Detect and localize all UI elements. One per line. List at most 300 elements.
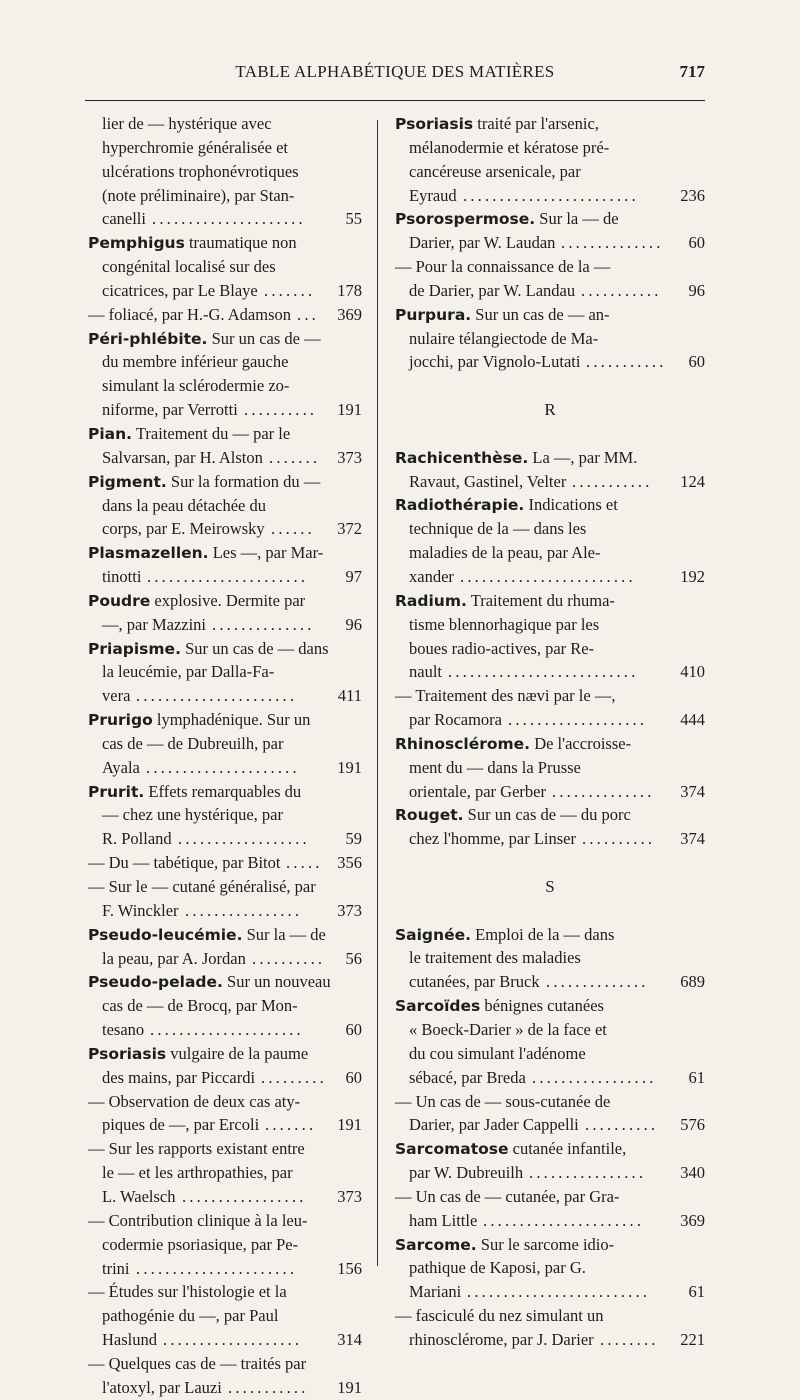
entry-text: Sur un cas de — an-	[471, 304, 610, 324]
page-reference: 444	[680, 710, 705, 730]
leader-dots: ..............	[561, 233, 664, 253]
page-reference: 689	[680, 972, 705, 992]
leader-dots: ..........................	[448, 662, 639, 682]
leader-dots: .....................	[150, 1020, 304, 1040]
index-line	[88, 160, 362, 184]
index-line	[88, 231, 362, 255]
index-line	[395, 493, 705, 517]
entry-text: Sur la formation du —	[166, 471, 321, 491]
index-line	[88, 279, 362, 303]
index-line	[395, 946, 705, 970]
page-reference: 191	[337, 757, 362, 777]
entry-text: boues radio-actives, par Re-	[409, 638, 595, 658]
index-line	[395, 207, 705, 231]
index-line	[88, 350, 362, 374]
leader-dots: ...................	[508, 710, 648, 730]
index-line	[88, 1066, 362, 1090]
entry-text: Traitement du — par le	[132, 423, 291, 443]
index-line	[88, 541, 362, 565]
index-line	[88, 875, 362, 899]
leader-dots: ......................	[147, 567, 309, 587]
index-line	[395, 637, 705, 661]
leader-dots: ..............	[212, 614, 315, 634]
index-line	[88, 780, 362, 804]
index-line	[88, 398, 362, 422]
entry-text: le — et les arthropathies, par	[102, 1163, 293, 1183]
index-line	[395, 613, 705, 637]
page-reference: 373	[337, 1186, 362, 1206]
column-divider	[377, 120, 378, 1266]
index-line	[88, 446, 362, 470]
page-reference: 314	[337, 1330, 362, 1350]
leader-dots: .....................	[146, 757, 300, 777]
entry-text: tesano	[102, 1020, 145, 1040]
page-reference: 60	[345, 1020, 362, 1040]
page-reference: 372	[337, 519, 362, 539]
leader-dots: ........................	[460, 567, 636, 586]
index-line	[88, 803, 362, 827]
entry-text: — Sur le — cutané généralisé, par	[88, 877, 316, 896]
index-line	[395, 1042, 705, 1066]
index-line	[395, 708, 705, 732]
entry-text: jocchi, par Vignolo-Lutati	[409, 352, 581, 372]
entry-text: Haslund	[102, 1330, 157, 1350]
index-line	[395, 994, 705, 1018]
entry-text: par W. Dubreuilh	[409, 1163, 524, 1183]
page-reference: 56	[345, 948, 362, 968]
entry-text: pathique de Kaposi, par G.	[409, 1258, 586, 1278]
index-line	[395, 756, 705, 780]
index-line	[88, 112, 362, 136]
index-line	[395, 970, 705, 994]
index-column-right	[395, 112, 705, 1352]
leader-dots: ..................	[178, 829, 310, 849]
index-line	[395, 279, 705, 303]
entry-headword: Pigment.	[88, 472, 167, 491]
entry-text: Sur un cas de — dans	[180, 638, 329, 658]
entry-text: — Un cas de — cutanée, par Gra-	[395, 1186, 620, 1206]
entry-text: nault	[409, 662, 442, 682]
index-line	[395, 1066, 705, 1090]
index-line	[395, 160, 705, 184]
index-line	[88, 1352, 362, 1376]
entry-headword: Radiothérapie.	[395, 496, 525, 515]
entry-headword: Prurit.	[88, 782, 145, 801]
index-line	[88, 327, 362, 351]
page-reference: 61	[688, 1282, 705, 1302]
page-reference: 55	[345, 209, 362, 229]
page-reference: 97	[345, 567, 362, 587]
running-header	[85, 60, 705, 90]
section-letter: S	[545, 877, 555, 897]
index-line	[395, 184, 705, 208]
leader-dots: .........................	[467, 1282, 651, 1302]
index-line	[88, 1280, 362, 1304]
entry-text: Darier, par W. Laudan	[409, 233, 556, 253]
leader-dots: .....	[286, 853, 323, 873]
entry-text: — fasciculé du nez simulant un	[395, 1306, 604, 1326]
index-line	[88, 255, 362, 279]
leader-dots: ................	[529, 1163, 647, 1183]
index-line	[88, 637, 362, 661]
page-reference: 236	[680, 185, 705, 205]
index-line	[395, 732, 705, 756]
page-reference: 191	[337, 400, 362, 420]
leader-dots: ...................	[163, 1330, 303, 1350]
index-line	[88, 947, 362, 971]
entry-text: vera	[102, 686, 131, 706]
leader-dots: .....................	[152, 209, 306, 229]
index-line	[395, 1304, 705, 1328]
index-line	[88, 207, 362, 231]
entry-headword: Péri-phlébite.	[88, 329, 208, 348]
page-reference: 374	[680, 829, 705, 849]
index-line	[88, 613, 362, 637]
index-line	[395, 1209, 705, 1233]
entry-text: — Pour la connaissance de la —	[395, 257, 611, 277]
entry-headword: Pseudo-pelade.	[88, 973, 223, 992]
index-line	[88, 899, 362, 923]
entry-text: Sur un cas de —	[207, 328, 321, 348]
index-line	[88, 1304, 362, 1328]
page-reference: 124	[680, 471, 705, 491]
entry-text: cas de — de Brocq, par Mon-	[102, 996, 298, 1016]
leader-dots: ...........	[581, 280, 662, 300]
entry-text: Ravaut, Gastinel, Velter	[409, 471, 567, 491]
page-reference: 411	[337, 686, 362, 706]
entry-text: Mariani	[409, 1282, 462, 1302]
entry-text: — Sur les rapports existant entre	[88, 1139, 305, 1159]
entry-headword: Pemphigus	[88, 234, 185, 253]
entry-text: Eyraud	[409, 185, 457, 205]
index-line	[88, 1328, 362, 1352]
entry-headword: Sarcome.	[395, 1235, 477, 1254]
entry-text: par Rocamora	[409, 710, 502, 730]
index-line	[395, 1137, 705, 1161]
entry-text: Darier, par Jader Cappelli	[409, 1115, 579, 1135]
entry-headword: Radium.	[395, 591, 467, 610]
index-line	[395, 303, 705, 327]
leader-dots: .......	[264, 280, 316, 300]
entry-text: de Darier, par W. Landau	[409, 280, 576, 300]
index-line	[88, 1233, 362, 1257]
index-line	[395, 1185, 705, 1209]
leader-dots: ......................	[483, 1210, 645, 1230]
index-line	[88, 1209, 362, 1233]
entry-text: technique de la — dans les	[409, 519, 587, 539]
leader-dots: ..............	[552, 781, 655, 801]
leader-dots: ........................	[463, 185, 639, 205]
entry-text: De l'accroisse-	[530, 733, 632, 753]
page-reference: 191	[337, 1377, 362, 1397]
entry-text: cicatrices, par Le Blaye	[102, 280, 258, 300]
entry-text: sébacé, par Breda	[409, 1067, 526, 1087]
page-reference: 60	[688, 233, 705, 253]
index-line	[88, 470, 362, 494]
index-line	[395, 327, 705, 351]
entry-text: chez l'homme, par Linser	[409, 829, 576, 849]
entry-text: trini	[102, 1258, 130, 1278]
index-line	[395, 923, 705, 947]
index-line	[88, 827, 362, 851]
index-line	[88, 732, 362, 756]
entry-text: dans la peau détachée du	[102, 495, 267, 515]
entry-text: Sur la — de	[242, 924, 326, 944]
page-number: 717	[679, 62, 705, 81]
index-line	[395, 446, 705, 470]
index-line	[395, 1328, 705, 1352]
entry-text: explosive. Dermite par	[150, 590, 306, 610]
entry-text: Salvarsan, par H. Alston	[102, 447, 263, 467]
index-line	[395, 112, 705, 136]
entry-text: — foliacé, par H.-G. Adamson	[88, 304, 291, 324]
index-line	[88, 708, 362, 732]
index-line	[395, 255, 705, 279]
index-line	[88, 136, 362, 160]
entry-text: corps, par E. Meirowsky	[102, 519, 265, 539]
index-line	[88, 494, 362, 518]
entry-text: Sur un nouveau	[222, 972, 331, 992]
entry-text: ment du — dans la Prusse	[409, 757, 581, 777]
index-line	[88, 303, 362, 327]
index-line	[395, 1090, 705, 1114]
index-line	[88, 970, 362, 994]
entry-headword: Psoriasis	[395, 115, 474, 133]
entry-text: du cou simulant l'adénome	[409, 1043, 586, 1063]
entry-text: R. Polland	[102, 829, 172, 849]
leader-dots: ......	[271, 519, 315, 539]
entry-headword: Rouget.	[395, 806, 464, 825]
page-reference: 373	[337, 900, 362, 920]
page-reference: 576	[680, 1115, 705, 1135]
entry-text: la peau, par A. Jordan	[102, 948, 246, 968]
index-line	[395, 1018, 705, 1042]
entry-text: tisme blennorhagique par les	[409, 614, 600, 634]
entry-text: congénital localisé sur des	[102, 257, 276, 277]
entry-text: Ayala	[102, 757, 140, 777]
index-line	[88, 994, 362, 1018]
header-rule	[85, 100, 705, 101]
index-line	[88, 1090, 362, 1114]
page-reference: 374	[680, 781, 705, 801]
entry-text: L. Waelsch	[102, 1186, 176, 1206]
entry-text: mélanodermie et kératose pré-	[409, 137, 610, 157]
index-line	[88, 589, 362, 613]
leader-dots: ...........	[586, 352, 667, 372]
entry-text: Indications et	[524, 495, 618, 515]
page-reference: 369	[680, 1210, 705, 1230]
entry-text: F. Winckler	[102, 900, 179, 920]
entry-text: — Quelques cas de — traités par	[88, 1353, 307, 1373]
entry-headword: Rhinosclérome.	[395, 734, 531, 753]
index-line	[88, 660, 362, 684]
index-line	[88, 374, 362, 398]
entry-text: Emploi de la — dans	[470, 924, 615, 944]
entry-text: —, par Mazzini	[102, 614, 207, 634]
leader-dots: ..........	[582, 829, 656, 849]
entry-text: niforme, par Verrotti	[102, 400, 238, 420]
entry-text: « Boeck-Darier » de la face et	[409, 1020, 607, 1039]
leader-dots: ................	[185, 900, 303, 920]
leader-dots: .......	[269, 447, 321, 467]
leader-dots: ..........	[244, 400, 318, 420]
entry-text: canelli	[102, 209, 146, 229]
entry-headword: Psorospermose.	[395, 210, 536, 229]
entry-text: lymphadénique. Sur un	[152, 710, 311, 730]
index-line	[395, 1161, 705, 1185]
entry-headword: Purpura.	[395, 305, 472, 324]
entry-text: bénignes cutanées	[480, 996, 604, 1016]
index-line	[395, 589, 705, 613]
entry-text: (note préliminaire), par Stan-	[102, 185, 295, 205]
leader-dots: ..........	[585, 1115, 659, 1135]
entry-text: rhinosclérome, par J. Darier	[409, 1329, 594, 1349]
section-letter: R	[544, 400, 556, 420]
index-line	[88, 756, 362, 780]
entry-text: cutanées, par Bruck	[409, 972, 540, 992]
leader-dots: ......................	[136, 686, 298, 706]
index-line	[88, 1257, 362, 1281]
index-line	[395, 1256, 705, 1280]
entry-headword: Psoriasis	[88, 1044, 167, 1063]
entry-text: — Observation de deux cas aty-	[88, 1091, 301, 1111]
leader-dots: ..........	[252, 948, 326, 968]
index-line	[88, 1018, 362, 1042]
entry-text: — Un cas de — sous-cutanée de	[395, 1091, 611, 1111]
entry-text: Sur la — de	[535, 209, 619, 229]
index-line	[88, 1161, 362, 1185]
index-line	[395, 780, 705, 804]
entry-text: ulcérations trophonévrotiques	[102, 161, 299, 181]
entry-text: traité par l'arsenic,	[473, 114, 599, 133]
leader-dots: ...	[297, 304, 319, 324]
index-line	[88, 1185, 362, 1209]
entry-headword: Plasmazellen.	[88, 544, 209, 563]
page-reference: 191	[337, 1115, 362, 1135]
leader-dots: ..............	[546, 972, 649, 992]
entry-text: Sur un cas de — du porc	[463, 805, 631, 825]
index-line	[395, 684, 705, 708]
leader-dots: .................	[532, 1067, 657, 1087]
entry-text: — Traitement des nævi par le —,	[395, 686, 616, 706]
entry-text: — Études sur l'histologie et la	[88, 1282, 287, 1302]
entry-headword: Pseudo-leucémie.	[88, 925, 243, 944]
page-reference: 356	[337, 853, 362, 873]
index-line	[395, 517, 705, 541]
page-reference: 60	[688, 352, 705, 372]
entry-text: cas de — de Dubreuilh, par	[102, 733, 284, 753]
page-reference: 410	[680, 662, 705, 682]
entry-text: piques de —, par Ercoli	[102, 1115, 260, 1135]
page-reference: 373	[337, 447, 362, 467]
index-line	[88, 565, 362, 589]
index-line	[395, 1113, 705, 1137]
leader-dots: .........	[261, 1067, 327, 1087]
entry-text: nulaire télangiectode de Ma-	[409, 328, 599, 348]
index-line	[88, 517, 362, 541]
entry-text: simulant la sclérodermie zo-	[102, 376, 290, 396]
entry-text: le traitement des maladies	[409, 948, 581, 968]
entry-headword: Sarcoïdes	[395, 997, 481, 1016]
entry-text: orientale, par Gerber	[409, 781, 546, 801]
index-line	[88, 422, 362, 446]
index-line	[395, 660, 705, 684]
index-line	[395, 1233, 705, 1257]
entry-text: — chez une hystérique, par	[102, 805, 283, 825]
entry-text: Effets remarquables du	[144, 781, 302, 801]
leader-dots: ........	[600, 1329, 659, 1349]
running-title: TABLE ALPHABÉTIQUE DES MATIÈRES	[235, 62, 555, 81]
entry-text: du membre inférieur gauche	[102, 352, 289, 372]
entry-text: La —, par MM.	[528, 447, 638, 467]
entry-text: l'atoxyl, par Lauzi	[102, 1377, 222, 1397]
entry-text: cutanée infantile,	[508, 1139, 627, 1159]
entry-text: hyperchromie généralisée et	[102, 137, 288, 157]
leader-dots: .................	[182, 1186, 307, 1206]
page-reference: 96	[688, 280, 705, 300]
index-line	[88, 1137, 362, 1161]
leader-dots: ...........	[572, 471, 653, 491]
entry-text: — Contribution clinique à la leu-	[88, 1210, 308, 1230]
index-line	[395, 541, 705, 565]
entry-text: Sur le sarcome idio-	[476, 1234, 615, 1254]
index-line	[88, 184, 362, 208]
entry-text: Traitement du rhuma-	[466, 590, 615, 610]
index-line	[88, 1042, 362, 1066]
page-reference: 96	[345, 614, 362, 634]
index-line	[88, 684, 362, 708]
entry-headword: Sarcomatose	[395, 1140, 509, 1159]
page-reference: 221	[680, 1329, 705, 1349]
index-line	[395, 565, 705, 589]
entry-text: cancéreuse arsenicale, par	[409, 161, 581, 181]
entry-text: la leucémie, par Dalla-Fa-	[102, 662, 275, 682]
entry-text: vulgaire de la paume	[166, 1043, 309, 1063]
index-line	[395, 231, 705, 255]
entry-text: xander	[409, 567, 454, 586]
index-line	[88, 1376, 362, 1400]
page-reference: 156	[337, 1258, 362, 1278]
page-reference: 192	[680, 567, 705, 586]
entry-headword: Saignée.	[395, 925, 471, 944]
leader-dots: ...........	[228, 1377, 309, 1397]
page-reference: 59	[345, 829, 362, 849]
page-reference: 340	[680, 1163, 705, 1183]
index-line	[395, 136, 705, 160]
entry-text: traumatique non	[184, 233, 297, 253]
entry-text: — Du — tabétique, par Bitot	[88, 853, 281, 873]
entry-headword: Prurigo	[88, 711, 153, 730]
leader-dots: .......	[265, 1115, 317, 1135]
entry-text: tinotti	[102, 567, 142, 587]
page-reference: 178	[337, 280, 362, 300]
entry-headword: Priapisme.	[88, 639, 181, 658]
index-line	[88, 923, 362, 947]
entry-headword: Rachicenthèse.	[395, 448, 529, 467]
page-reference: 61	[688, 1067, 705, 1087]
index-line	[395, 1280, 705, 1304]
index-line	[395, 350, 705, 374]
entry-text: codermie psoriasique, par Pe-	[102, 1234, 299, 1254]
index-line	[395, 470, 705, 494]
index-line	[395, 803, 705, 827]
entry-text: lier de — hystérique avec	[102, 114, 272, 133]
index-line	[88, 1113, 362, 1137]
entry-headword: Pian.	[88, 424, 133, 443]
leader-dots: ......................	[136, 1258, 298, 1278]
index-line	[395, 827, 705, 851]
entry-headword: Poudre	[88, 591, 151, 610]
